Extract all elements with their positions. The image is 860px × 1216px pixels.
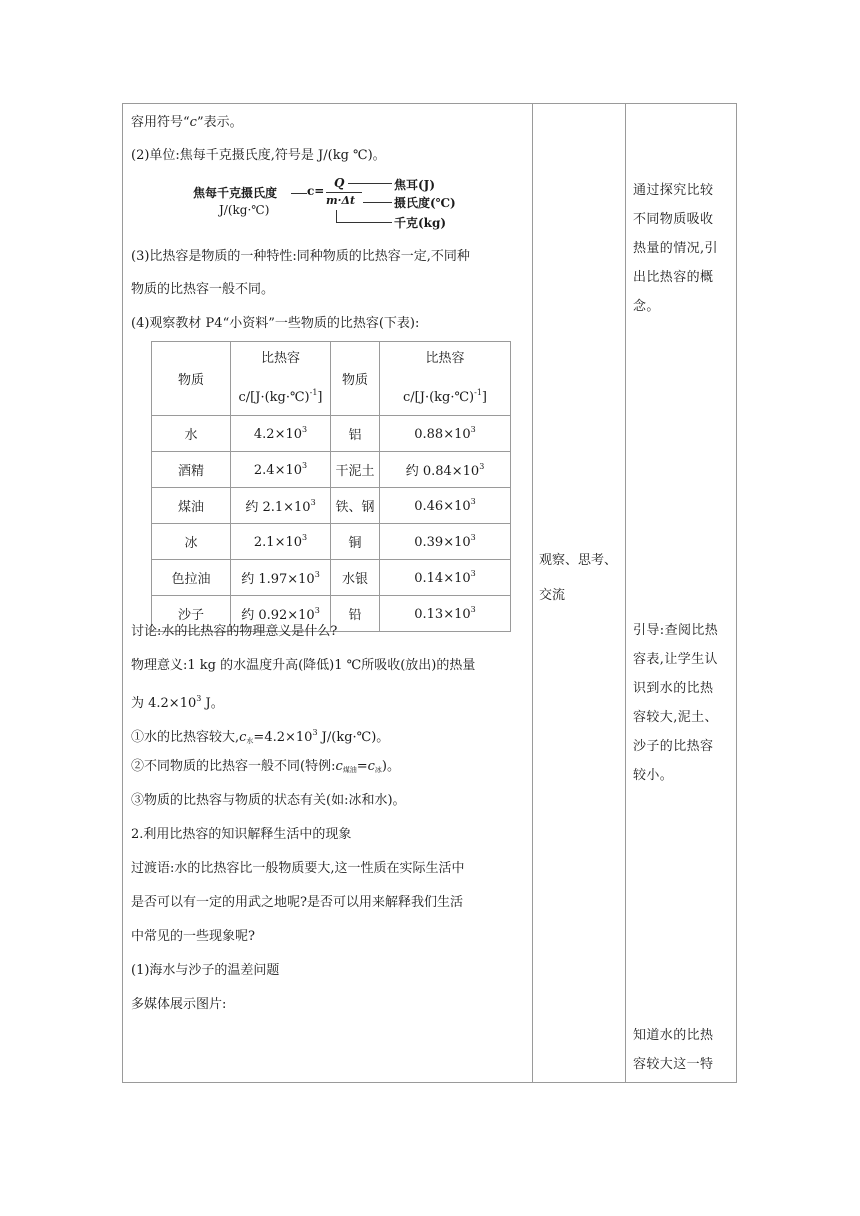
table-header-row [152, 342, 511, 416]
table-cell: 约 $0.92\times 10^3$ [231, 596, 331, 632]
table-cell: 水 [152, 416, 231, 452]
column-divider [532, 104, 533, 1082]
intent-block: 知道水的比热 容较大这一特 [633, 1028, 714, 1072]
formula-denominator: m·Δt [326, 194, 356, 207]
table-cell: $2.1\times 10^3$ [231, 524, 331, 560]
formula-celsius: 摄氏度(℃) [394, 196, 456, 210]
table-cell: 酒精 [152, 452, 231, 488]
header-substance: 物质 [152, 342, 231, 416]
table-cell: 约 $1.97\times 10^3$ [231, 560, 331, 596]
table-cell: 约 $0.84\times 10^3$ [380, 452, 511, 488]
table-cell: $0.46\times 10^3$ [380, 488, 511, 524]
formula-numerator: Q [334, 176, 345, 190]
table-cell: $0.14\times 10^3$ [380, 560, 511, 596]
table-cell: 铝 [331, 416, 380, 452]
table-cell: 水银 [331, 560, 380, 596]
table-row [152, 560, 511, 596]
table-cell: $2.4\times 10^3$ [231, 452, 331, 488]
table-cell: 煤油 [152, 488, 231, 524]
formula-kg: 千克(kg) [394, 216, 447, 230]
text-line: (4)观察教材 P4“小资料”一些物质的比热容(下表): [131, 316, 420, 331]
text-line: 物理意义:1 kg 的水温度升高(降低)1 ℃所吸收(放出)的热量 [131, 658, 476, 673]
table-cell: 铜 [331, 524, 380, 560]
text-line: 过渡语:水的比热容比一般物质要大,这一性质在实际生活中 [131, 861, 465, 876]
table-cell: $0.39\times 10^3$ [380, 524, 511, 560]
activity-text: 观察、思考、 [539, 553, 618, 568]
text-line: 物质的比热容一般不同。 [131, 282, 275, 297]
text-line: 多媒体展示图片: [131, 997, 227, 1012]
text-line: ③物质的比热容与物质的状态有关(如:冰和水)。 [131, 793, 406, 808]
unit-formula-diagram [193, 176, 493, 234]
table-cell: 铁、钢 [331, 488, 380, 524]
header-value: 比热容 c/[J·(kg·℃)$^{-1}$] [380, 342, 511, 416]
specific-heat-table [151, 341, 511, 632]
section-heading: 2.利用比热容的知识解释生活中的现象 [131, 827, 352, 842]
text-line: (1)海水与沙子的温差问题 [131, 963, 280, 978]
table-cell: 色拉油 [152, 560, 231, 596]
formula-c: c= [307, 184, 325, 198]
text-line: 是否可以有一定的用武之地呢?是否可以用来解释我们生活 [131, 895, 463, 910]
header-value: 比热容 c/[J·(kg·℃)$^{-1}$] [231, 342, 331, 416]
intent-block: 通过探究比较 不同物质吸收 热量的情况,引 出比热容的概 念。 [633, 183, 718, 314]
table-cell: $4.2\times 10^3$ [231, 416, 331, 452]
activity-text: 交流 [539, 588, 566, 603]
formula-unit-name: 焦每千克摄氏度 [193, 186, 278, 200]
text-line: ①水的比热容较大$,c_水=4.2\times 10^3$ J/(kg·℃)。 [131, 728, 390, 745]
table-cell: $0.13\times 10^3$ [380, 596, 511, 632]
header-substance: 物质 [331, 342, 380, 416]
unit-line: (2)单位:焦每千克摄氏度,符号是 J/(kg ℃)。 [131, 148, 386, 163]
table-cell: 铅 [331, 596, 380, 632]
table-cell: $0.88\times 10^3$ [380, 416, 511, 452]
table-cell: 干泥土 [331, 452, 380, 488]
text-line: 容用符号“c”表示。 [131, 115, 243, 130]
lesson-table [122, 103, 737, 1083]
table-row [152, 452, 511, 488]
text-line: 讨论:水的比热容的物理意义是什么? [131, 624, 338, 639]
table-cell: 沙子 [152, 596, 231, 632]
formula-joule: 焦耳(J) [394, 178, 436, 192]
intent-block: 引导:查阅比热 容表,让学生认 识到水的比热 容较大,泥土、 沙子的比热容 较小。 [633, 623, 719, 783]
text-line: 中常见的一些现象呢? [131, 929, 255, 944]
table-cell: 约 $2.1\times 10^3$ [231, 488, 331, 524]
table-row [152, 488, 511, 524]
text-line: 为 $4.2\times 10^3$ J。 [131, 694, 224, 711]
text-line: ②不同物质的比热容一般不同(特例$:c_{煤油}=c_冰$)。 [131, 759, 400, 774]
text-line: (3)比热容是物质的一种特性:同种物质的比热容一定,不同种 [131, 249, 470, 264]
formula-unit-symbol: J/(kg·℃) [219, 203, 270, 217]
table-cell: 冰 [152, 524, 231, 560]
column-divider [625, 104, 626, 1082]
table-row [152, 524, 511, 560]
table-row [152, 416, 511, 452]
